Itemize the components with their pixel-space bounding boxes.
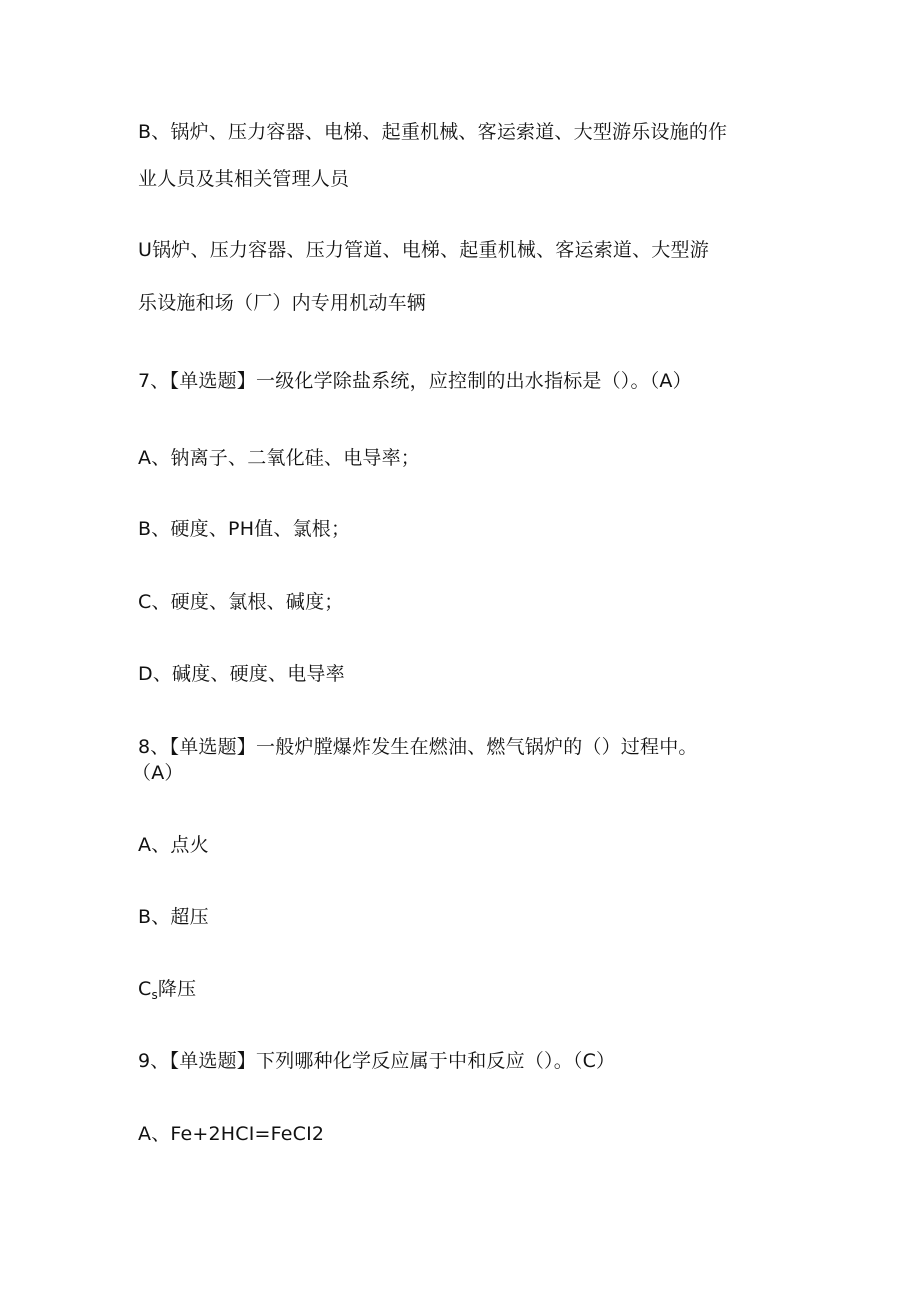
q8-question-line1: 8、【单选题】一般炉膛爆炸发生在燃油、燃气锅炉的（）过程中。 bbox=[138, 736, 698, 758]
q6-option-c-line1: U锅炉、压力容器、压力管道、电梯、起重机械、客运索道、大型游 bbox=[138, 239, 709, 261]
q7-option-b: B、硬度、PH值、氯根； bbox=[138, 518, 351, 540]
q8-option-b: B、超压 bbox=[138, 906, 209, 928]
q7-question: 7、【单选题】一级化学除盐系统，应控制的出水指标是（）。（A） bbox=[138, 370, 692, 392]
q6-option-b-line1: B、锅炉、压力容器、电梯、起重机械、客运索道、大型游乐设施的作 bbox=[138, 121, 728, 143]
q8-option-c-text: 降压 bbox=[157, 978, 197, 1000]
q6-option-b-line2: 业人员及其相关管理人员 bbox=[138, 168, 350, 190]
q8-question-line2: （A） bbox=[132, 762, 184, 784]
q9-option-a: A、Fe+2HCI=FeCI2 bbox=[138, 1123, 325, 1145]
q8-option-c-subscript: s bbox=[151, 988, 158, 1002]
q7-option-d: D、碱度、硬度、电导率 bbox=[138, 663, 345, 685]
q8-option-a: A、点火 bbox=[138, 834, 209, 856]
q6-option-c-line2: 乐设施和场（厂）内专用机动车辆 bbox=[138, 292, 427, 314]
q8-option-c bbox=[138, 977, 196, 1007]
q9-question: 9、【单选题】下列哪种化学反应属于中和反应（）。（C） bbox=[138, 1050, 616, 1072]
q7-option-a: A、钠离子、二氧化硅、电导率； bbox=[138, 447, 420, 469]
q7-option-c: C、硬度、氯根、碱度； bbox=[138, 591, 344, 613]
q8-option-c-letter: C bbox=[138, 978, 152, 1000]
